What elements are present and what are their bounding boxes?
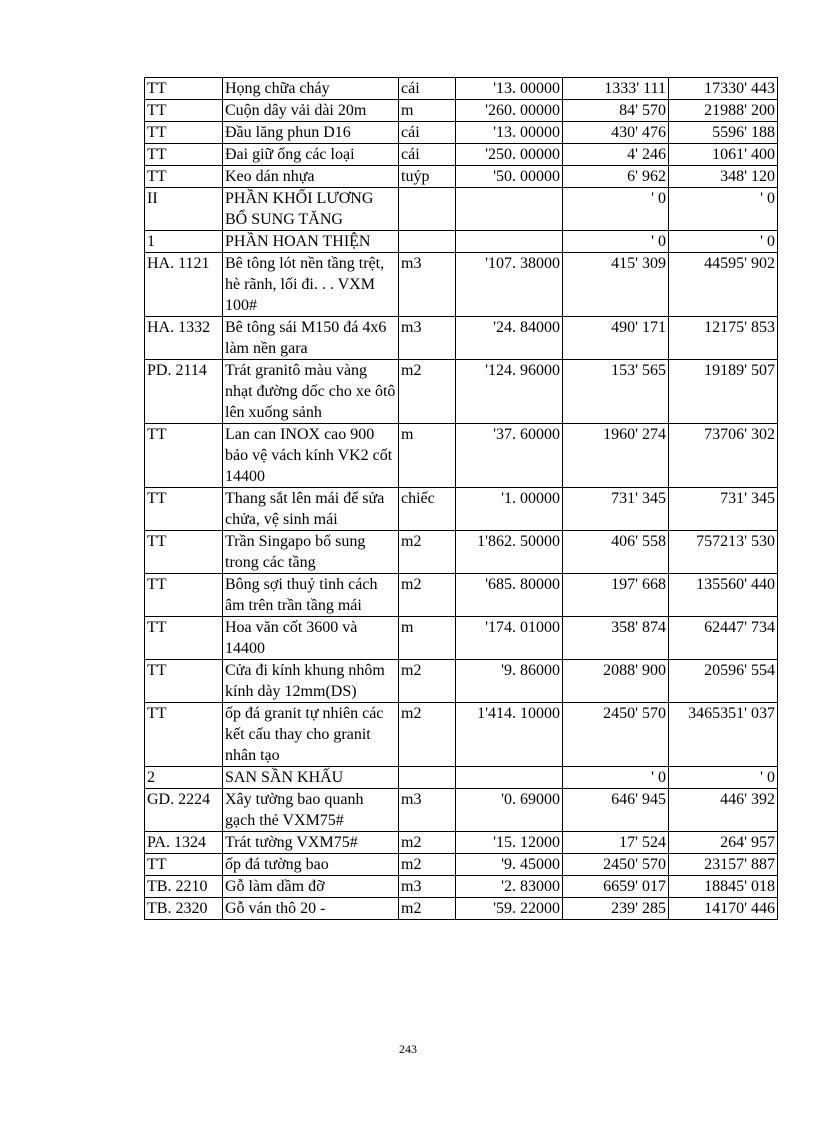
code-cell: TB. 2210 [145, 876, 223, 898]
unit-price-cell: 1333' 111 [563, 78, 669, 100]
amount-cell: 19189' 507 [669, 360, 778, 424]
unit-cell: m2 [399, 898, 456, 920]
quantity-cell [456, 767, 563, 789]
estimate-table-body [145, 78, 778, 920]
unit-cell: m3 [399, 876, 456, 898]
unit-price-cell: 84' 570 [563, 100, 669, 122]
amount-cell: 18845' 018 [669, 876, 778, 898]
description-cell: Gỗ làm dầm đỡ [223, 876, 399, 898]
quantity-cell: '0. 69000 [456, 789, 563, 832]
quantity-cell: '250. 00000 [456, 144, 563, 166]
amount-cell: 757213' 530 [669, 531, 778, 574]
description-cell: Trần Singapo bổ sung trong các tầng [223, 531, 399, 574]
unit-price-cell: 358' 874 [563, 617, 669, 660]
unit-cell: m [399, 617, 456, 660]
description-cell: ốp đá granit tự nhiên các kết cấu thay cho granit nhân tạo [223, 703, 399, 767]
table-row [145, 360, 778, 424]
quantity-cell [456, 231, 563, 253]
unit-cell: m3 [399, 253, 456, 317]
unit-cell: m [399, 100, 456, 122]
unit-price-cell: 731' 345 [563, 488, 669, 531]
unit-cell: m2 [399, 854, 456, 876]
code-cell: 2 [145, 767, 223, 789]
table-row [145, 144, 778, 166]
quantity-cell: '1. 00000 [456, 488, 563, 531]
unit-price-cell: 197' 668 [563, 574, 669, 617]
unit-price-cell: 490' 171 [563, 317, 669, 360]
description-cell: PHẦN HOAN THIỆN [223, 231, 399, 253]
description-cell: Keo dán nhựa [223, 166, 399, 188]
description-cell: PHẦN KHỐI LƯƠNG BỔ SUNG TĂNG [223, 188, 399, 231]
description-cell: Bê tông lót nền tầng trệt, hè rãnh, lối đi. . . VXM 100# [223, 253, 399, 317]
unit-price-cell: 430' 476 [563, 122, 669, 144]
table-row [145, 231, 778, 253]
code-cell: TT [145, 144, 223, 166]
quantity-cell: '24. 84000 [456, 317, 563, 360]
unit-cell: m2 [399, 574, 456, 617]
unit-price-cell: ' 0 [563, 767, 669, 789]
table-row [145, 789, 778, 832]
quantity-cell: 1'862. 50000 [456, 531, 563, 574]
amount-cell: 23157' 887 [669, 854, 778, 876]
table-row [145, 854, 778, 876]
unit-price-cell: 4' 246 [563, 144, 669, 166]
code-cell: GD. 2224 [145, 789, 223, 832]
code-cell: TT [145, 660, 223, 703]
code-cell: TT [145, 574, 223, 617]
quantity-cell: '13. 00000 [456, 78, 563, 100]
amount-cell: ' 0 [669, 767, 778, 789]
description-cell: Thang sắt lên mái để sửa chửa, vệ sinh mái [223, 488, 399, 531]
table-row [145, 253, 778, 317]
description-cell: Trát granitô màu vàng nhạt đường dốc cho xe ôtô lên xuống sảnh [223, 360, 399, 424]
quantity-cell: 1'414. 10000 [456, 703, 563, 767]
quantity-cell: '107. 38000 [456, 253, 563, 317]
description-cell: Đai giữ ống các loại [223, 144, 399, 166]
table-row [145, 531, 778, 574]
description-cell: Họng chữa cháy [223, 78, 399, 100]
unit-cell: m2 [399, 531, 456, 574]
quantity-cell: '2. 83000 [456, 876, 563, 898]
table-row [145, 617, 778, 660]
quantity-cell: '59. 22000 [456, 898, 563, 920]
description-cell: Hoa văn cốt 3600 và 14400 [223, 617, 399, 660]
amount-cell: 5596' 188 [669, 122, 778, 144]
unit-cell: m2 [399, 703, 456, 767]
description-cell: ốp đá tường bao [223, 854, 399, 876]
table-row [145, 876, 778, 898]
unit-cell [399, 188, 456, 231]
quantity-cell: '685. 80000 [456, 574, 563, 617]
amount-cell: 14170' 446 [669, 898, 778, 920]
unit-price-cell: 415' 309 [563, 253, 669, 317]
amount-cell: 3465351' 037 [669, 703, 778, 767]
amount-cell: 446' 392 [669, 789, 778, 832]
amount-cell: 73706' 302 [669, 424, 778, 488]
code-cell: TT [145, 617, 223, 660]
unit-cell: cái [399, 78, 456, 100]
unit-cell: m [399, 424, 456, 488]
table-row [145, 898, 778, 920]
quantity-cell: '124. 96000 [456, 360, 563, 424]
table-row [145, 832, 778, 854]
amount-cell: ' 0 [669, 231, 778, 253]
code-cell: PD. 2114 [145, 360, 223, 424]
amount-cell: 264' 957 [669, 832, 778, 854]
amount-cell: 348' 120 [669, 166, 778, 188]
quantity-cell: '174. 01000 [456, 617, 563, 660]
code-cell: TT [145, 488, 223, 531]
code-cell: TB. 2320 [145, 898, 223, 920]
quantity-cell: '260. 00000 [456, 100, 563, 122]
unit-price-cell: ' 0 [563, 188, 669, 231]
unit-cell: m2 [399, 360, 456, 424]
quantity-cell: '15. 12000 [456, 832, 563, 854]
description-cell: Xây tường bao quanh gạch thẻ VXM75# [223, 789, 399, 832]
description-cell: Lan can INOX cao 900 bảo vệ vách kính VK2 cốt 14400 [223, 424, 399, 488]
description-cell: Bê tông sái M150 đá 4x6 làm nền gara [223, 317, 399, 360]
code-cell: TT [145, 166, 223, 188]
unit-price-cell: 406' 558 [563, 531, 669, 574]
quantity-cell: '13. 00000 [456, 122, 563, 144]
quantity-cell: '9. 45000 [456, 854, 563, 876]
amount-cell: 21988' 200 [669, 100, 778, 122]
unit-cell: cái [399, 122, 456, 144]
quantity-cell: '37. 60000 [456, 424, 563, 488]
amount-cell: 731' 345 [669, 488, 778, 531]
table-row [145, 317, 778, 360]
code-cell: HA. 1121 [145, 253, 223, 317]
code-cell: TT [145, 100, 223, 122]
unit-price-cell: 2088' 900 [563, 660, 669, 703]
unit-price-cell: 239' 285 [563, 898, 669, 920]
description-cell: Đầu lăng phun D16 [223, 122, 399, 144]
code-cell: TT [145, 122, 223, 144]
description-cell: SAN SẦN KHẤU [223, 767, 399, 789]
amount-cell: 17330' 443 [669, 78, 778, 100]
code-cell: II [145, 188, 223, 231]
amount-cell: 62447' 734 [669, 617, 778, 660]
unit-cell [399, 767, 456, 789]
amount-cell: 12175' 853 [669, 317, 778, 360]
description-cell: Trát tường VXM75# [223, 832, 399, 854]
table-row [145, 660, 778, 703]
amount-cell: 1061' 400 [669, 144, 778, 166]
unit-cell: chiếc [399, 488, 456, 531]
unit-price-cell: 2450' 570 [563, 854, 669, 876]
code-cell: PA. 1324 [145, 832, 223, 854]
unit-price-cell: 646' 945 [563, 789, 669, 832]
quantity-cell: '9. 86000 [456, 660, 563, 703]
quantity-cell: '50. 00000 [456, 166, 563, 188]
code-cell: 1 [145, 231, 223, 253]
amount-cell: 44595' 902 [669, 253, 778, 317]
unit-cell: m2 [399, 660, 456, 703]
table-row [145, 122, 778, 144]
page-number: 243 [399, 1042, 417, 1056]
unit-price-cell: 17' 524 [563, 832, 669, 854]
description-cell: Gỗ ván thô 20 - [223, 898, 399, 920]
table-row [145, 78, 778, 100]
table-row [145, 703, 778, 767]
code-cell: TT [145, 78, 223, 100]
unit-price-cell: 2450' 570 [563, 703, 669, 767]
unit-cell: m3 [399, 317, 456, 360]
unit-cell: cái [399, 144, 456, 166]
unit-cell: m3 [399, 789, 456, 832]
amount-cell: ' 0 [669, 188, 778, 231]
unit-cell: m2 [399, 832, 456, 854]
unit-price-cell: 1960' 274 [563, 424, 669, 488]
table-row [145, 188, 778, 231]
description-cell: Cửa đi kính khung nhôm kính dày 12mm(DS) [223, 660, 399, 703]
table-row [145, 424, 778, 488]
code-cell: TT [145, 854, 223, 876]
unit-price-cell: 153' 565 [563, 360, 669, 424]
code-cell: HA. 1332 [145, 317, 223, 360]
table-row [145, 166, 778, 188]
code-cell: TT [145, 703, 223, 767]
quantity-cell [456, 188, 563, 231]
description-cell: Bông sợi thuỷ tinh cách âm trên trần tầng mái [223, 574, 399, 617]
amount-cell: 135560' 440 [669, 574, 778, 617]
unit-price-cell: 6659' 017 [563, 876, 669, 898]
unit-price-cell: ' 0 [563, 231, 669, 253]
code-cell: TT [145, 531, 223, 574]
description-cell: Cuộn dây vải dài 20m [223, 100, 399, 122]
table-row [145, 767, 778, 789]
estimate-table [144, 77, 778, 920]
table-row [145, 574, 778, 617]
unit-cell [399, 231, 456, 253]
code-cell: TT [145, 424, 223, 488]
table-row [145, 488, 778, 531]
table-row [145, 100, 778, 122]
unit-price-cell: 6' 962 [563, 166, 669, 188]
amount-cell: 20596' 554 [669, 660, 778, 703]
unit-cell: tuýp [399, 166, 456, 188]
